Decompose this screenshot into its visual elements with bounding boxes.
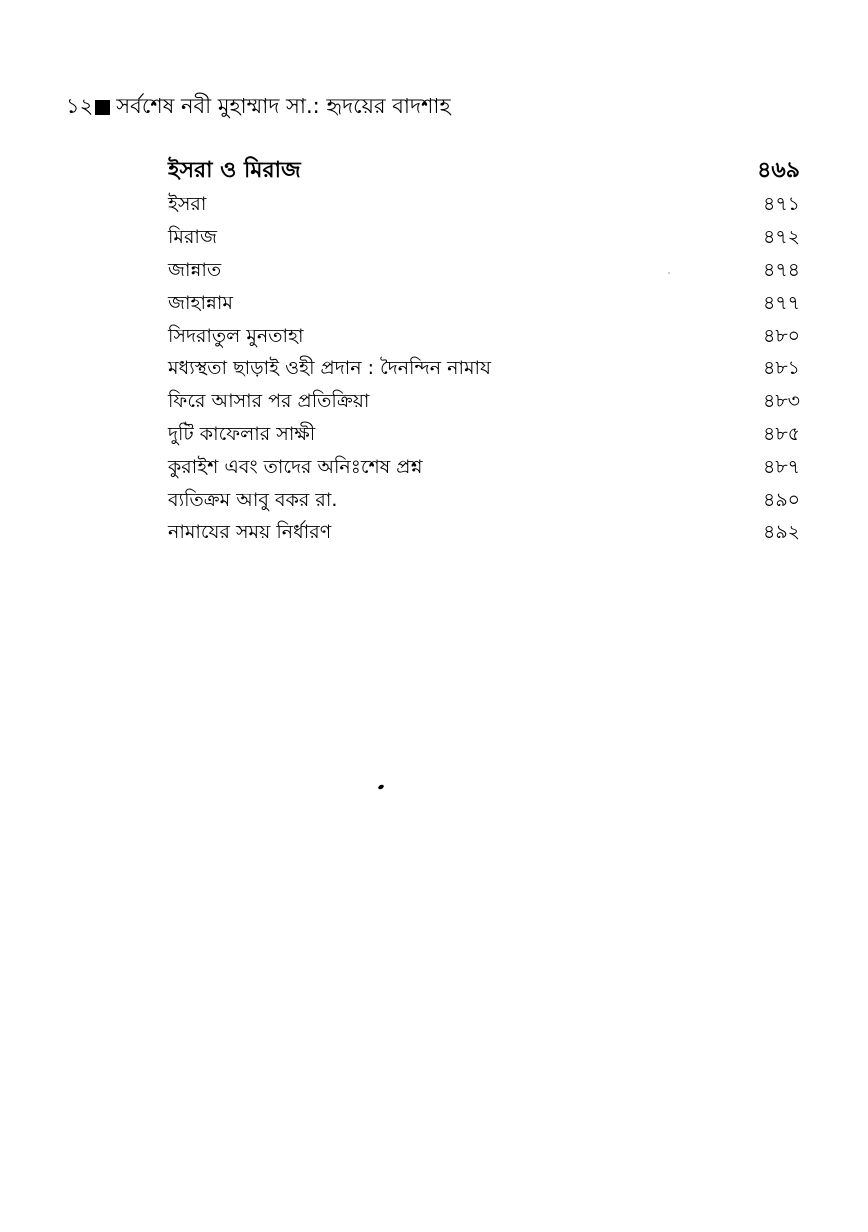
toc-entry-page: ৪৭১ [762,193,800,216]
toc-entry-page: ৪৯২ [762,521,800,544]
toc-entry [168,387,800,420]
toc-entry [168,518,800,551]
toc-entry-page: ৪৮০ [762,324,800,347]
toc-entry-page: ৪৭৭ [762,291,800,314]
toc-entry-title: ফিরে আসার পর প্রতিক্রিয়া [168,390,370,413]
toc-entry-title: সিদরাতুল মুনতাহা [168,324,304,347]
toc-entry-page: ৪৮৩ [762,390,800,413]
toc-section-title: ইসরা ও মিরাজ [168,157,301,183]
toc-entry-page: ৪৮৭ [762,455,800,478]
toc-entry-title: মধ্যস্থতা ছাড়াই ওহী প্রদান : দৈনন্দিন নামায [168,357,491,380]
square-bullet-icon [95,100,110,115]
toc-entry [168,420,800,453]
toc-entry-page: ৪৮৫ [763,422,800,445]
toc-entry-page: ৪৮১ [763,357,800,380]
table-of-contents [168,152,800,551]
toc-entry-page: ৪৭২ [762,226,800,249]
toc-entry-title: দুটি কাফেলার সাক্ষী [168,422,316,445]
toc-entry [168,223,800,256]
toc-entry-title: জাহান্নাম [168,291,233,314]
toc-entry [168,354,800,387]
toc-entry [168,485,800,518]
toc-entry-title: নামাযের সময় নির্ধারণ [168,521,332,544]
book-title: সর্বশেষ নবী মুহাম্মাদ সা.: হৃদয়ের বাদশাহ [116,93,451,118]
page-number: ১২ [66,93,94,118]
toc-section-page: ৪৬৯ [757,157,800,183]
toc-entry-page: ৪৯০ [762,488,800,511]
toc-entry-title: কুরাইশ এবং তাদের অনিঃশেষ প্রশ্ন [168,455,423,478]
toc-section-heading [168,152,800,190]
toc-entry [168,452,800,485]
scan-dot [668,272,670,274]
toc-entry-title: মিরাজ [168,226,217,249]
toc-entry-title: ইসরা [168,193,207,216]
running-header [66,90,451,124]
toc-entry [168,256,800,289]
toc-entry-title: ব্যতিক্রম আবু বকর রা. [168,488,338,511]
toc-entry-title: জান্নাত [168,258,222,281]
toc-entry [168,288,800,321]
scan-speck [377,784,384,790]
toc-entry [168,190,800,223]
toc-entry [168,321,800,354]
toc-entry-page: ৪৭৪ [762,258,800,281]
